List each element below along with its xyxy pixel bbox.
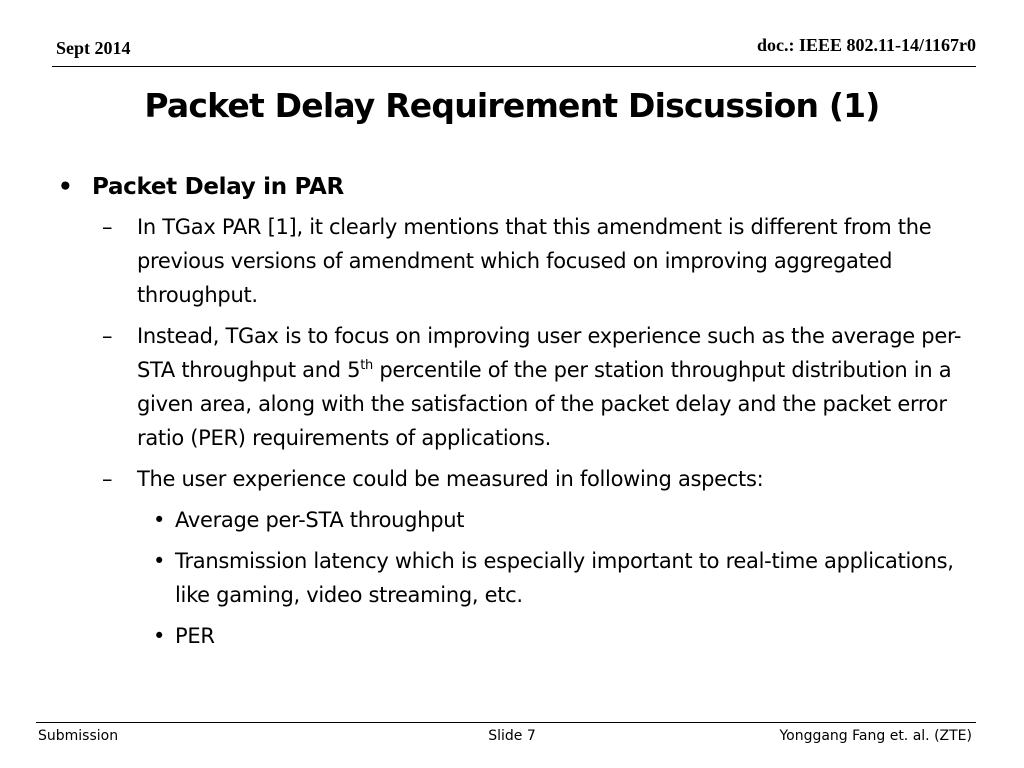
paragraph-aspects: The user experience could be measured in following aspects: xyxy=(137,467,764,491)
dash-marker: – xyxy=(102,467,113,491)
sub-bullet xyxy=(56,462,986,496)
heading-text: Packet Delay in PAR xyxy=(92,174,344,200)
footer-submission: Submission xyxy=(38,728,119,744)
footer-slide-number: Slide 7 xyxy=(488,728,536,744)
slide-title: Packet Delay Requirement Discussion (1) xyxy=(144,86,880,125)
list-item xyxy=(56,619,986,653)
footer-author: Yonggang Fang et. al. (ZTE) xyxy=(779,728,972,744)
list-item xyxy=(56,544,986,612)
header-date: Sept 2014 xyxy=(56,38,131,58)
bullet-marker: • xyxy=(153,549,166,573)
bullet-heading xyxy=(56,170,986,204)
header-doc-id: doc.: IEEE 802.11-14/1167r0 xyxy=(756,35,976,55)
superscript-th: th xyxy=(360,358,373,373)
paragraph-focus-part2: percentile of the per station throughput distribution in a given area, along with the satisfaction of the packet delay and the packet error ratio (PER) requirements of applications. xyxy=(137,358,952,450)
header-divider xyxy=(52,66,976,67)
dash-marker: – xyxy=(102,215,113,239)
sub-bullet xyxy=(56,319,986,455)
footer-divider xyxy=(36,722,976,723)
slide-body xyxy=(56,170,986,660)
paragraph-focus xyxy=(137,324,961,450)
aspect-per: PER xyxy=(175,624,215,648)
sub-bullet xyxy=(56,210,986,312)
bullet-marker: • xyxy=(153,508,166,532)
aspect-throughput: Average per-STA throughput xyxy=(175,508,465,532)
bullet-marker: • xyxy=(58,174,73,200)
paragraph-focus-part1: Instead, TGax is to focus on improving user experience such as the average per-STA throughput and 5 xyxy=(137,324,962,382)
dash-marker: – xyxy=(102,324,113,348)
bullet-marker: • xyxy=(153,624,166,648)
paragraph-par: In TGax PAR [1], it clearly mentions that this amendment is different from the previous versions of amendment which focused on improving aggregated throughput. xyxy=(137,215,932,307)
aspect-latency: Transmission latency which is especially important to real-time applications, like gaming, video streaming, etc. xyxy=(175,549,954,607)
list-item xyxy=(56,503,986,537)
